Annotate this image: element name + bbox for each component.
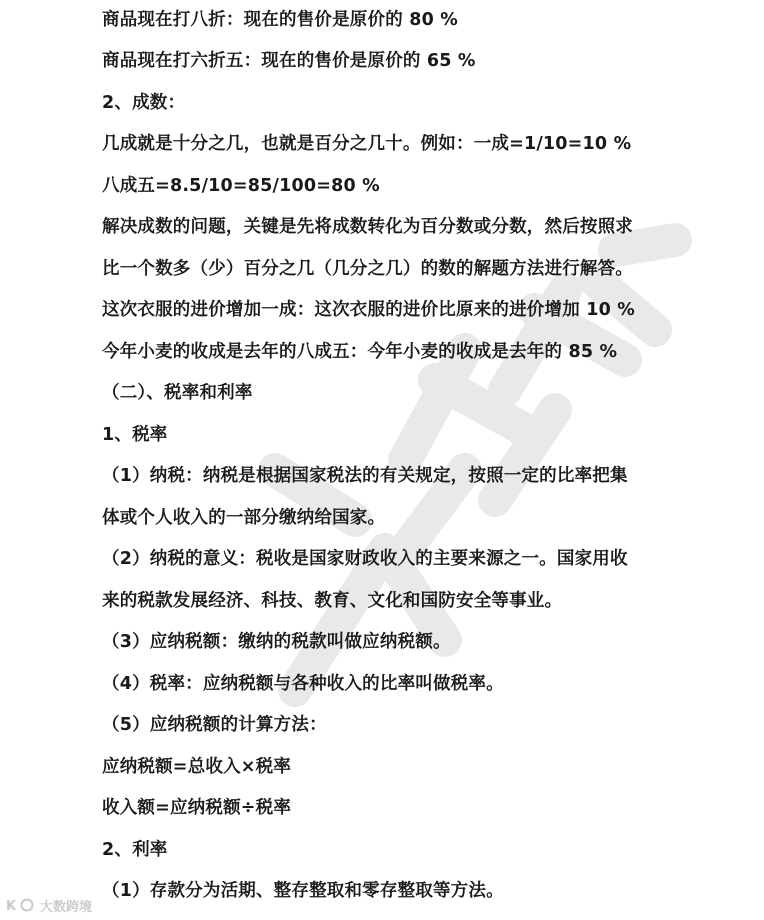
text-line-14: （2）纳税的意义：税收是国家财政收入的主要来源之一。国家用收 xyxy=(102,549,628,569)
text-line-6: 解决成数的问题，关键是先将成数转化为百分数或分数，然后按照求 xyxy=(102,217,633,237)
text-line-17: （4）税率：应纳税额与各种收入的比率叫做税率。 xyxy=(102,674,504,694)
logo-icon xyxy=(6,897,36,913)
corner-logo-text: 大数跨境 xyxy=(40,899,93,915)
text-line-4: 几成就是十分之几，也就是百分之几十。例如：一成=1/10=10 % xyxy=(102,134,632,154)
text-line-8: 这次衣服的进价增加一成：这次衣服的进价比原来的进价增加 10 % xyxy=(102,300,635,320)
section-heading-2: 2、成数： xyxy=(102,93,186,113)
text-line-12: （1）纳税：纳税是根据国家税法的有关规定，按照一定的比率把集 xyxy=(102,466,628,486)
formula-income: 收入额=应纳税额÷税率 xyxy=(102,798,292,818)
subheading-tax: 1、税率 xyxy=(102,425,168,445)
text-line-13: 体或个人收入的一部分缴纳给国家。 xyxy=(102,508,386,528)
text-line-9: 今年小麦的收成是去年的八成五：今年小麦的收成是去年的 85 % xyxy=(102,342,618,362)
text-line-5: 八成五=8.5/10=85/100=80 % xyxy=(102,176,380,196)
subheading-interest: 2、利率 xyxy=(102,840,168,860)
section-heading-tax-rate: （二）、税率和利率 xyxy=(102,383,253,403)
text-line-15: 来的税款发展经济、科技、教育、文化和国防安全等事业。 xyxy=(102,591,563,611)
text-line-18: （5）应纳税额的计算方法： xyxy=(102,715,327,735)
text-line-7: 比一个数多（少）百分之几（几分之几）的数的解题方法进行解答。 xyxy=(102,259,633,279)
svg-text:K: K xyxy=(6,899,17,913)
text-line-16: （3）应纳税额：缴纳的税款叫做应纳税额。 xyxy=(102,632,451,652)
formula-tax: 应纳税额=总收入×税率 xyxy=(102,757,292,777)
text-line-22: （1）存款分为活期、整存整取和零存整取等方法。 xyxy=(102,881,504,901)
corner-logo xyxy=(6,896,92,914)
text-line-2: 商品现在打六折五：现在的售价是原价的 65 % xyxy=(102,51,476,71)
text-line-1: 商品现在打八折：现在的售价是原价的 80 % xyxy=(102,10,458,30)
